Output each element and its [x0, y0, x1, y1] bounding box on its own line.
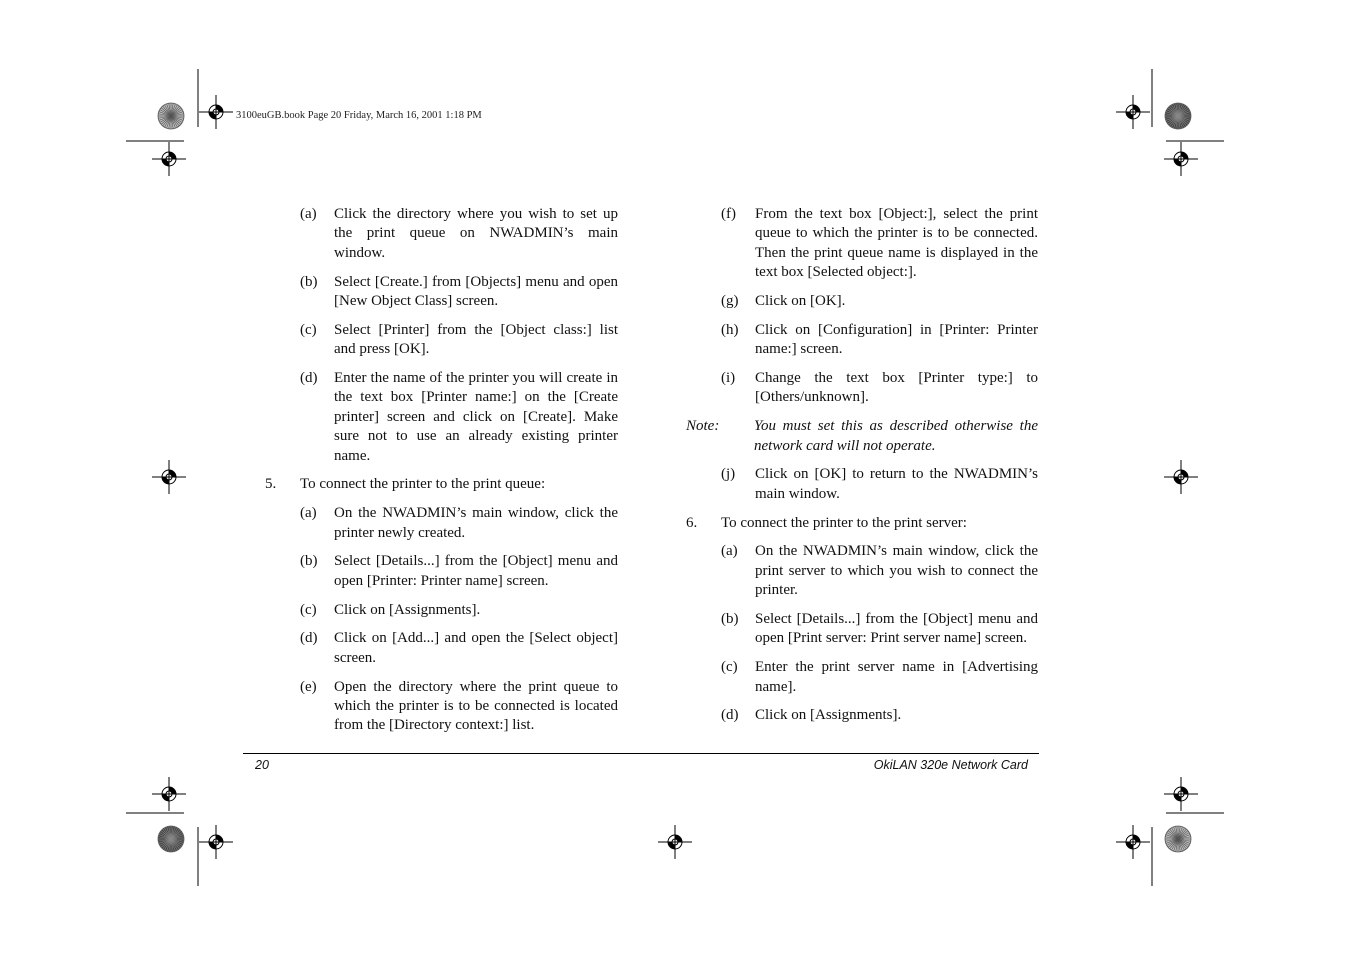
sub-step-item	[265, 552, 618, 591]
sub-step-item	[265, 601, 618, 620]
item-text: Click on [Assignments].	[334, 601, 481, 618]
item-text: Enter the print server name in [Advertising name].	[755, 659, 1038, 695]
item-label: (a)	[721, 543, 738, 560]
page-number: 20	[255, 758, 269, 772]
item-label: (f)	[721, 206, 736, 222]
item-label: 5.	[265, 476, 277, 493]
item-text: Change the text box [Printer type:] to [Others/unknown].	[755, 370, 1038, 406]
registration-target	[658, 825, 692, 859]
sub-step-item	[265, 504, 618, 543]
item-label: (i)	[721, 370, 736, 387]
item-text: Open the directory where the print queue to which the printer is to be connected is located from the [Directory context:] list.	[334, 678, 618, 734]
sub-step-item	[265, 629, 618, 668]
sub-step-item	[686, 292, 1038, 311]
item-label: (c)	[300, 321, 317, 338]
item-text: Click on [OK] to return to the NWADMIN’s main window.	[755, 466, 1038, 502]
item-text: Click on [OK].	[755, 293, 846, 310]
sub-step-item	[686, 542, 1038, 600]
item-label: (d)	[300, 630, 318, 647]
item-label: (a)	[300, 505, 317, 522]
registration-target	[152, 460, 186, 494]
item-text: To connect the printer to the print server:	[721, 514, 967, 531]
item-text: On the NWADMIN’s main window, click the print server to which you wish to connect the printer.	[755, 543, 1038, 599]
sub-step-item	[265, 678, 618, 736]
item-label: 6.	[686, 514, 698, 531]
sub-step-item	[265, 369, 618, 466]
item-text: Select [Details...] from the [Object] menu and open [Print server: Print server name] screen.	[755, 611, 1038, 647]
item-label: (a)	[300, 206, 317, 222]
item-text: From the text box [Object:], select the print queue to which the printer is to be connected. Then the print queue name is displayed in the text box [Selected object:].	[755, 206, 1038, 281]
item-label: Note:	[686, 418, 720, 435]
item-label: (e)	[300, 678, 317, 695]
registration-target	[199, 95, 233, 129]
item-label: (b)	[721, 611, 739, 628]
item-label: (b)	[300, 273, 318, 290]
sub-step-item	[265, 273, 618, 312]
item-label: (c)	[721, 659, 738, 676]
book-slug: 3100euGB.book Page 20 Friday, March 16, 2001 1:18 PM	[236, 110, 482, 121]
registration-target	[1164, 460, 1198, 494]
sub-step-item	[686, 610, 1038, 649]
item-label: (h)	[721, 321, 739, 338]
footer-rule	[243, 753, 1039, 754]
item-text: Click on [Assignments].	[755, 707, 902, 724]
item-text: You must set this as described otherwise the network card will not operate.	[754, 418, 1038, 454]
item-text: Click on [Add...] and open the [Select object] screen.	[334, 630, 618, 666]
step-item	[265, 475, 618, 494]
item-text: Select [Details...] from the [Object] menu and open [Printer: Printer name] screen.	[334, 553, 618, 589]
item-text: Click the directory where you wish to set up the print queue on NWADMIN’s main window.	[334, 206, 618, 261]
registration-target	[152, 777, 186, 811]
registration-target	[1164, 777, 1198, 811]
sub-step-item	[686, 369, 1038, 408]
item-label: (d)	[721, 707, 739, 724]
item-label: (j)	[721, 466, 736, 483]
color-starburst	[158, 826, 184, 852]
item-text: To connect the printer to the print queue:	[300, 476, 546, 493]
sub-step-item	[686, 465, 1038, 504]
registration-target	[1116, 825, 1150, 859]
step-item	[686, 514, 1038, 533]
sub-step-item	[686, 205, 1038, 283]
item-text: Select [Printer] from the [Object class:] list and press [OK].	[334, 321, 618, 358]
color-starburst	[1165, 826, 1191, 852]
sub-step-item	[686, 706, 1038, 725]
item-text: Click on [Configuration] in [Printer: Printer name:] screen.	[755, 321, 1038, 358]
left-column	[265, 205, 618, 745]
item-label: (d)	[300, 370, 318, 387]
sub-step-item	[686, 658, 1038, 697]
sub-step-item	[265, 205, 618, 263]
sub-step-item	[265, 321, 618, 360]
book-title: OkiLAN 320e Network Card	[873, 758, 1028, 772]
item-text: Select [Create.] from [Objects] menu and open [New Object Class] screen.	[334, 273, 618, 310]
registration-target	[152, 142, 186, 176]
item-label: (g)	[721, 293, 739, 310]
registration-target	[199, 825, 233, 859]
item-text: Enter the name of the printer you will create in the text box [Printer name:] on the [Create printer] screen and click on [Create]. Make sure not to use an already existing printer name.	[334, 370, 618, 464]
item-text: On the NWADMIN’s main window, click the printer newly created.	[334, 505, 618, 541]
sub-step-item	[686, 321, 1038, 360]
color-starburst	[158, 103, 184, 129]
item-label: (c)	[300, 601, 317, 618]
registration-target	[1116, 95, 1150, 129]
registration-target	[1164, 142, 1198, 176]
color-starburst	[1165, 103, 1191, 129]
item-label: (b)	[300, 553, 318, 570]
right-column	[686, 205, 1038, 735]
note	[686, 417, 1038, 456]
